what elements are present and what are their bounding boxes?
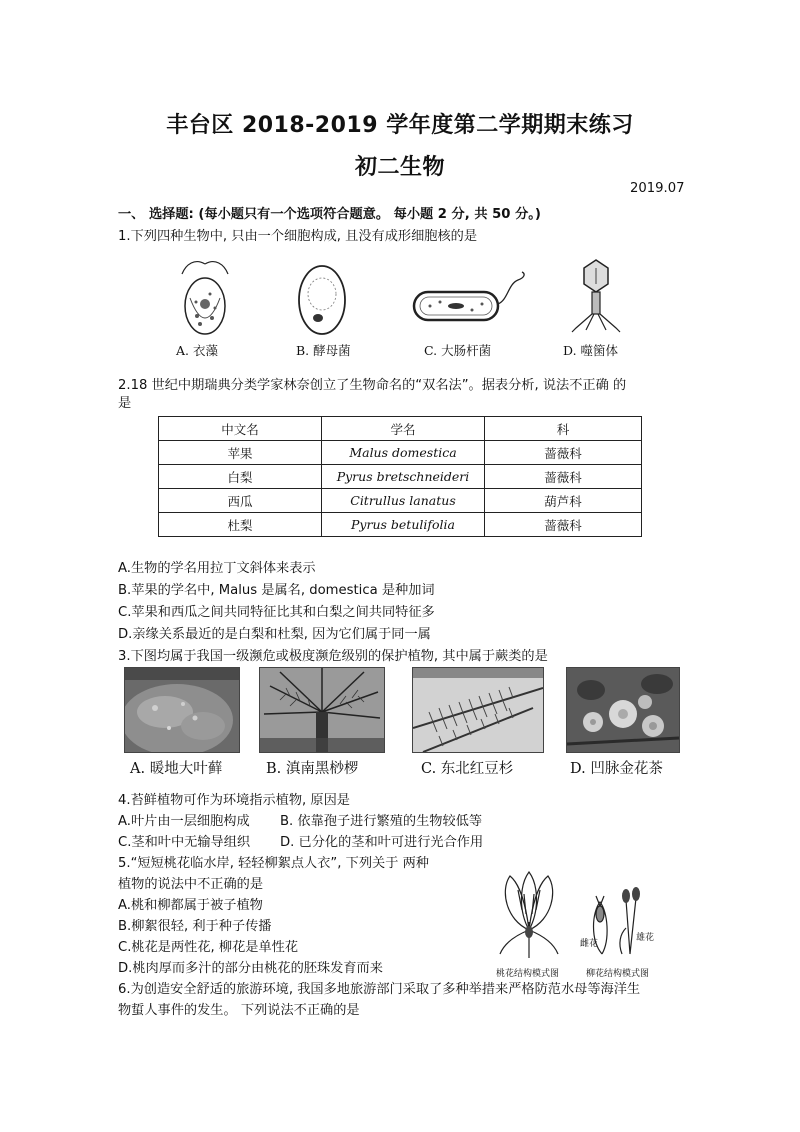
chlamydomonas-icon <box>170 258 240 340</box>
binomial-names-table <box>158 416 642 537</box>
question-1-option-a[interactable]: A. 衣藻 <box>176 343 218 358</box>
yeast-icon <box>294 262 350 340</box>
female-flower-label: 雌花 <box>580 939 599 949</box>
question-5-option-c[interactable]: C.桃花是两性花, 柳花是单性花 <box>118 940 299 955</box>
table-cell: 杜梨 <box>159 513 322 537</box>
table-cell: 葫芦科 <box>485 489 642 513</box>
question-5-stem: 5.“短短桃花临水岸, 轻轻柳絮点人衣”, 下列关于 两种 <box>118 856 429 871</box>
question-6-stem-cont: 物蜇人事件的发生。 下列说法不正确的是 <box>118 1003 360 1018</box>
e-coli-icon <box>410 270 528 330</box>
question-2-option-a[interactable]: A.生物的学名用拉丁文斜体来表示 <box>118 561 316 576</box>
table-cell: Pyrus betulifolia <box>322 513 485 537</box>
question-6-stem: 6.为创造安全舒适的旅游环境, 我国多地旅游部门采取了多种举措来严格防范水母等海洋生 <box>118 982 641 997</box>
table-cell: 蔷薇科 <box>485 465 642 489</box>
table-cell: 西瓜 <box>159 489 322 513</box>
question-4-option-d[interactable]: D. 已分化的茎和叶可进行光合作用 <box>280 835 484 850</box>
page-title: 丰台区 2018-2019 学年度第二学期期末练习 <box>166 113 634 138</box>
question-3-stem: 3.下图均属于我国一级濒危或极度濒危级别的保护植物, 其中属于蕨类的是 <box>118 649 548 664</box>
question-5-stem-cont: 植物的说法中不正确的是 <box>118 877 264 892</box>
question-1-stem: 1.下列四种生物中, 只由一个细胞构成, 且没有成形细胞核的是 <box>118 229 478 244</box>
table-cell: Citrullus lanatus <box>322 489 485 513</box>
willow-diagram-caption: 柳花结构模式图 <box>586 969 650 979</box>
question-4-stem: 4.苔鲜植物可作为环境指示植物, 原因是 <box>118 793 350 808</box>
table-cell: 苹果 <box>159 441 322 465</box>
table-cell: 蔷薇科 <box>485 513 642 537</box>
question-3-option-d[interactable]: D. 凹脉金花茶 <box>570 761 663 777</box>
table-cell: 蔷薇科 <box>485 441 642 465</box>
question-2-option-d[interactable]: D.亲缘关系最近的是白梨和杜梨, 因为它们属于同一属 <box>118 627 431 642</box>
bacteriophage-icon <box>566 258 626 334</box>
question-2-option-c[interactable]: C.苹果和西瓜之间共同特征比其和白梨之间共同特征多 <box>118 605 435 620</box>
question-5-option-d[interactable]: D.桃肉厚而多汁的部分由桃花的胚珠发育而来 <box>118 961 383 976</box>
table-row <box>159 489 642 513</box>
table-header: 科 <box>485 417 642 441</box>
question-4-option-b[interactable]: B. 依靠孢子进行繁殖的生物较低等 <box>280 814 483 829</box>
exam-date: 2019.07 <box>630 181 685 196</box>
question-4-option-c[interactable]: C.茎和叶中无输导组织 <box>118 835 251 850</box>
table-cell: Pyrus bretschneideri <box>322 465 485 489</box>
question-2-stem: 2.18 世纪中期瑞典分类学家林奈创立了生物命名的“双名法”。据表分析, 说法不正确 的 <box>118 378 627 393</box>
table-row <box>159 513 642 537</box>
table-cell: 白梨 <box>159 465 322 489</box>
question-1-option-c[interactable]: C. 大肠杆菌 <box>424 343 492 358</box>
table-row <box>159 465 642 489</box>
peach-flower-diagram <box>496 870 562 960</box>
question-1-option-b[interactable]: B. 酵母菌 <box>296 343 351 358</box>
table-header: 学名 <box>322 417 485 441</box>
question-2-stem-cont: 是 <box>118 396 132 411</box>
table-header-row <box>159 417 642 441</box>
question-5-option-a[interactable]: A.桃和柳都属于被子植物 <box>118 898 263 913</box>
question-3-option-b[interactable]: B. 滇南黑桫椤 <box>266 761 359 777</box>
question-3-option-a[interactable]: A. 暖地大叶藓 <box>130 761 223 777</box>
page-subtitle: 初二生物 <box>354 155 445 180</box>
tree-fern-photo <box>259 667 385 753</box>
table-row <box>159 441 642 465</box>
question-5-option-b[interactable]: B.柳絮很轻, 利于种子传播 <box>118 919 272 934</box>
table-cell: Malus domestica <box>322 441 485 465</box>
question-3-option-c[interactable]: C. 东北红豆杉 <box>421 761 514 777</box>
moss-photo <box>124 667 240 753</box>
table-header: 中文名 <box>159 417 322 441</box>
question-2-option-b[interactable]: B.苹果的学名中, Malus 是属名, domestica 是种加词 <box>118 583 435 598</box>
question-1-option-d[interactable]: D. 噬箘体 <box>563 343 619 358</box>
question-4-option-a[interactable]: A.叶片由一层细胞构成 <box>118 814 250 829</box>
golden-camellia-photo <box>566 667 680 753</box>
peach-diagram-caption: 桃花结构模式图 <box>496 969 560 979</box>
male-flower-label: 雄花 <box>636 933 655 943</box>
section-heading: 一、 选择题: (每小题只有一个选项符合题意。 每小题 2 分, 共 50 分。) <box>118 207 541 222</box>
yew-photo <box>412 667 544 753</box>
